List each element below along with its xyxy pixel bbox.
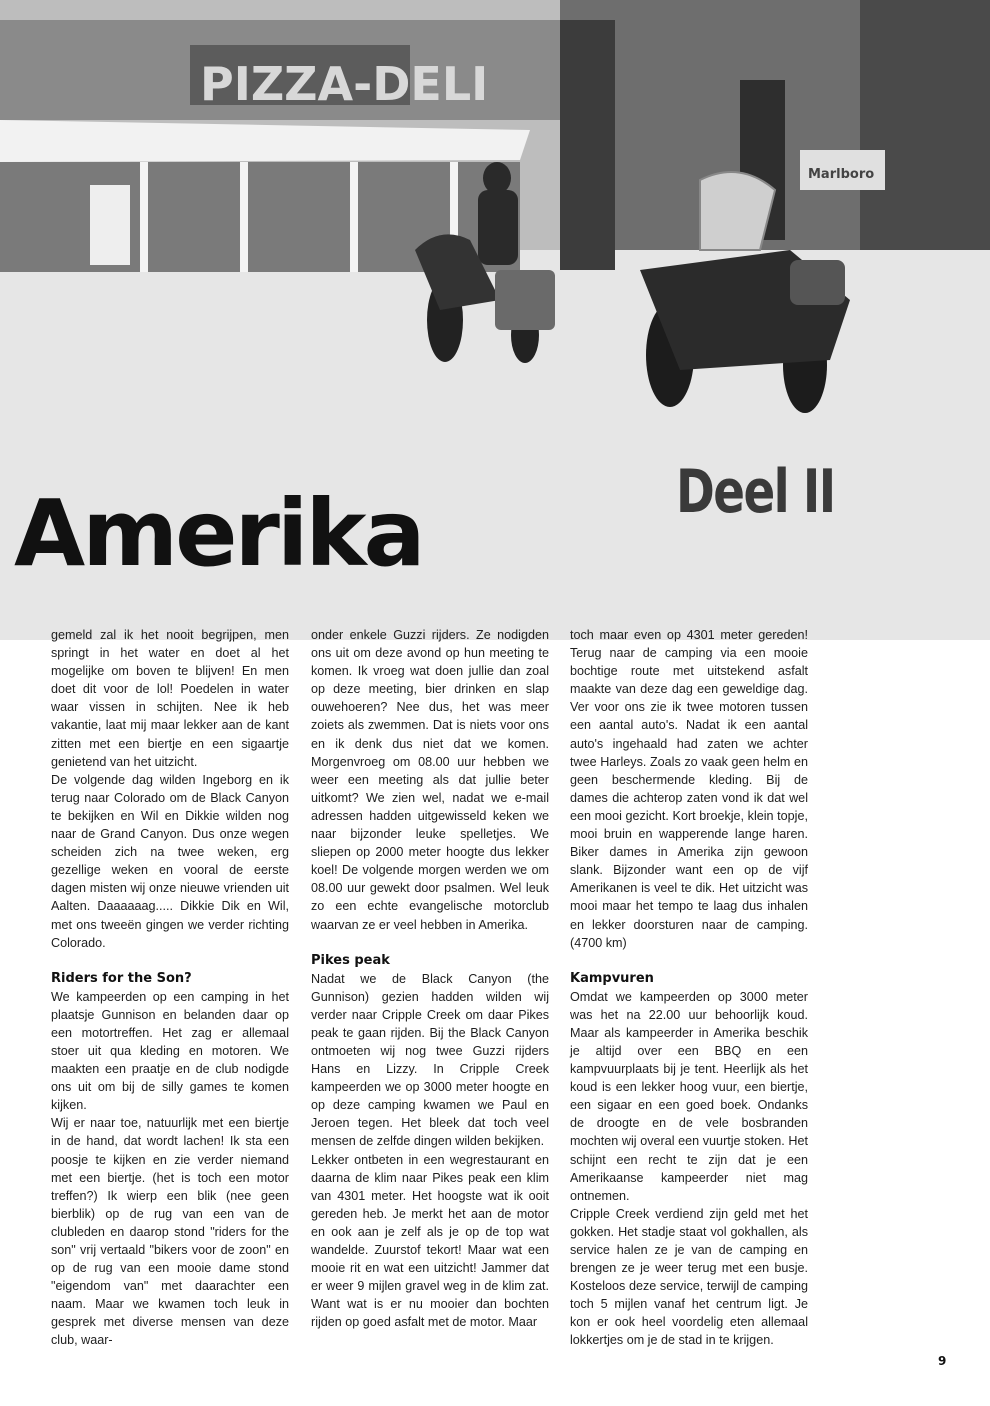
spacer bbox=[51, 952, 289, 970]
paragraph: Nadat we de Black Canyon (the Gunnison) gezien hadden wilden wij verder naar Cripple Creek om daar Pikes peak te gaan rijden. Bij the Black Canyon ontmoeten wij nog twee Guzzi rijders Hans en Lizzy. In Cripple Creek kampeerden we op 3000 meter hoogte en op deze camping kwamen we Paul en Jeroen tegen. Het bleek dat toch veel mensen de zelfde dingen wilden bekijken. bbox=[311, 971, 549, 1149]
paragraph: We kampeerden op een camping in het plaatsje Gunnison en belanden daar op een motortreffen. Het zag er allemaal stoer uit qua kleding en motoren. We maakten een praatje en de club nodigde ons uit om bij de silly games te komen kijken. bbox=[51, 989, 289, 1113]
section-heading: Kampvuren bbox=[570, 970, 654, 986]
paragraph: Wij er naar toe, natuurlijk met een biertje in de hand, dat wordt lachen! Ik sta een poosje te kijken en zie verder niemand met een biertje. (het is toch een motor treffen?) Ik wierp een blik (nee geen bierblik) op de rug van een van de clubleden en daarop stond "riders for the son" vrij vertaald "bikers voor de zoon" en op de rug van een mooie dame stond "eigendom van" met daarachter een naam. Maar we kwamen toch leuk in gesprek met diverse mensen van deze club, waar- bbox=[51, 1116, 289, 1348]
section-heading: Pikes peak bbox=[311, 952, 390, 968]
paragraph: onder enkele Guzzi rijders. Ze nodigden ons uit om deze avond op hun meeting te komen. Ik vroeg wat doen jullie dan zoal op deze meeting, bier drinken en slap ouwehoeren? Nee dus, het was meer zoiets als zwemmen. Dat is niets voor ons en ik denk dus niet dat we komen. Morgenvroeg om 08.00 uur hebben we weer een meeting als dat jullie beter uitkomt? We zien wel, nadat we e-mail adressen hadden uitgewisseld keken we naar bijzonder leuke spelletjes. We sliepen op 2000 meter hoogte dus lekker koel! De volgende morgen werden we om 08.00 uur gewekt door psalmen. Wel leuk zo een echte evangelische motorclub waarvan ze er veel hebben in Amerika. bbox=[311, 628, 549, 932]
text-column-3 bbox=[570, 626, 808, 1350]
paragraph: Omdat we kampeerden op 3000 meter was het na 22.00 uur behoorlijk koud. Maar als kampeerder in Amerika beschik je altijd over een BBQ en een kampvuurplaats bij je tent. Heerlijk als het koud is een lekker hoog vuur, een biertje, een sigaar en een goed boek. Ondanks de droogte en de vele bosbranden mochten wij overal een vuurtje stoken. Het schijnt een recht te zijn dat je een Amerikaanse kampeerder niet mag ontnemen. bbox=[570, 989, 808, 1203]
spacer bbox=[570, 952, 808, 970]
article-title: Amerika bbox=[14, 480, 423, 587]
paragraph: Lekker ontbeten in een wegrestaurant en daarna de klim naar Pikes peak een klim van 4301 meter. Het hoogste wat ik ooit gereden heb. Je merkt het aan de motor en ook aan je zelf als je op de top wat wandelde. Zuurstof tekort! Maar wat een mooie rit en wat een uitzicht! Jammer dat er weer 9 mijlen gravel weg in de klim zat. Want wat is er nu mooier dan bochten rijden op goed asfalt met de motor. Maar bbox=[311, 1152, 549, 1330]
article-subtitle: Deel II bbox=[676, 457, 835, 527]
paragraph: Cripple Creek verdiend zijn geld met het gokken. Het stadje staat vol gokhallen, als service halen ze je van de camping en brengen ze je weer terug met een busje. Kosteloos deze service, terwijl de camping toch 5 mijlen vanaf het centrum ligt. Je kon er ook heel voordelig eten allemaal lokkertjes om je de stad in te krijgen. bbox=[570, 1206, 808, 1348]
paragraph: gemeld zal ik het nooit begrijpen, men springt in het water en doet al het mogelijke om boven te blijven! En men doet dit voor de lol! Poedelen in water waar vissen in schijten. Nee ik heb vakantie, laat mij maar lekker aan de kant zitten met een biertje en een sigaartje genietend van het uitzicht. bbox=[51, 628, 289, 769]
text-column-1 bbox=[51, 626, 289, 1350]
marlboro-sign: Marlboro bbox=[808, 167, 875, 182]
spacer bbox=[311, 934, 549, 952]
page-number: 9 bbox=[938, 1354, 947, 1368]
paragraph: toch maar even op 4301 meter gereden! Terug naar de camping via een mooie bochtige route met uitstekend asfalt maakte van deze dag een geweldige dag. Ver voor ons zie ik twee motoren tussen een aantal auto's. Nadat ik een aantal auto's ingehaald had zaten we achter twee Harleys. Zoals zo vaak geen helm en geen beschermende kleding. Bij de dames die achterop zaten vond ik dat wel een mooi gezicht. Kort broekje, klein topje, mooi bruin en wapperende lange haren. Biker dames in Amerika zijn gewoon slank. Bijzonder want een op de vijf Amerikanen is veel te dik. Het uitzicht was mooi maar het tempo te laag dus inhalen en lekker doorsturen naar de camping. (4700 km) bbox=[570, 628, 808, 950]
text-column-2 bbox=[311, 626, 549, 1331]
section-heading: Riders for the Son? bbox=[51, 970, 192, 986]
paragraph: De volgende dag wilden Ingeborg en ik terug naar Colorado om de Black Canyon te bekijken en Wil en Dikkie wilden nog naar de Grand Canyon. Dus onze wegen scheiden zich na twee weken, erg gezellige weken en vooral de eerste dagen misten wij onze nieuwe vrienden uit Aalten. Daaaaaag..... Dikkie Dik en Wil, met ons tweeën gingen we verder richting Colorado. bbox=[51, 772, 289, 950]
pizza-deli-sign: PIZZA-DELI bbox=[200, 57, 489, 111]
